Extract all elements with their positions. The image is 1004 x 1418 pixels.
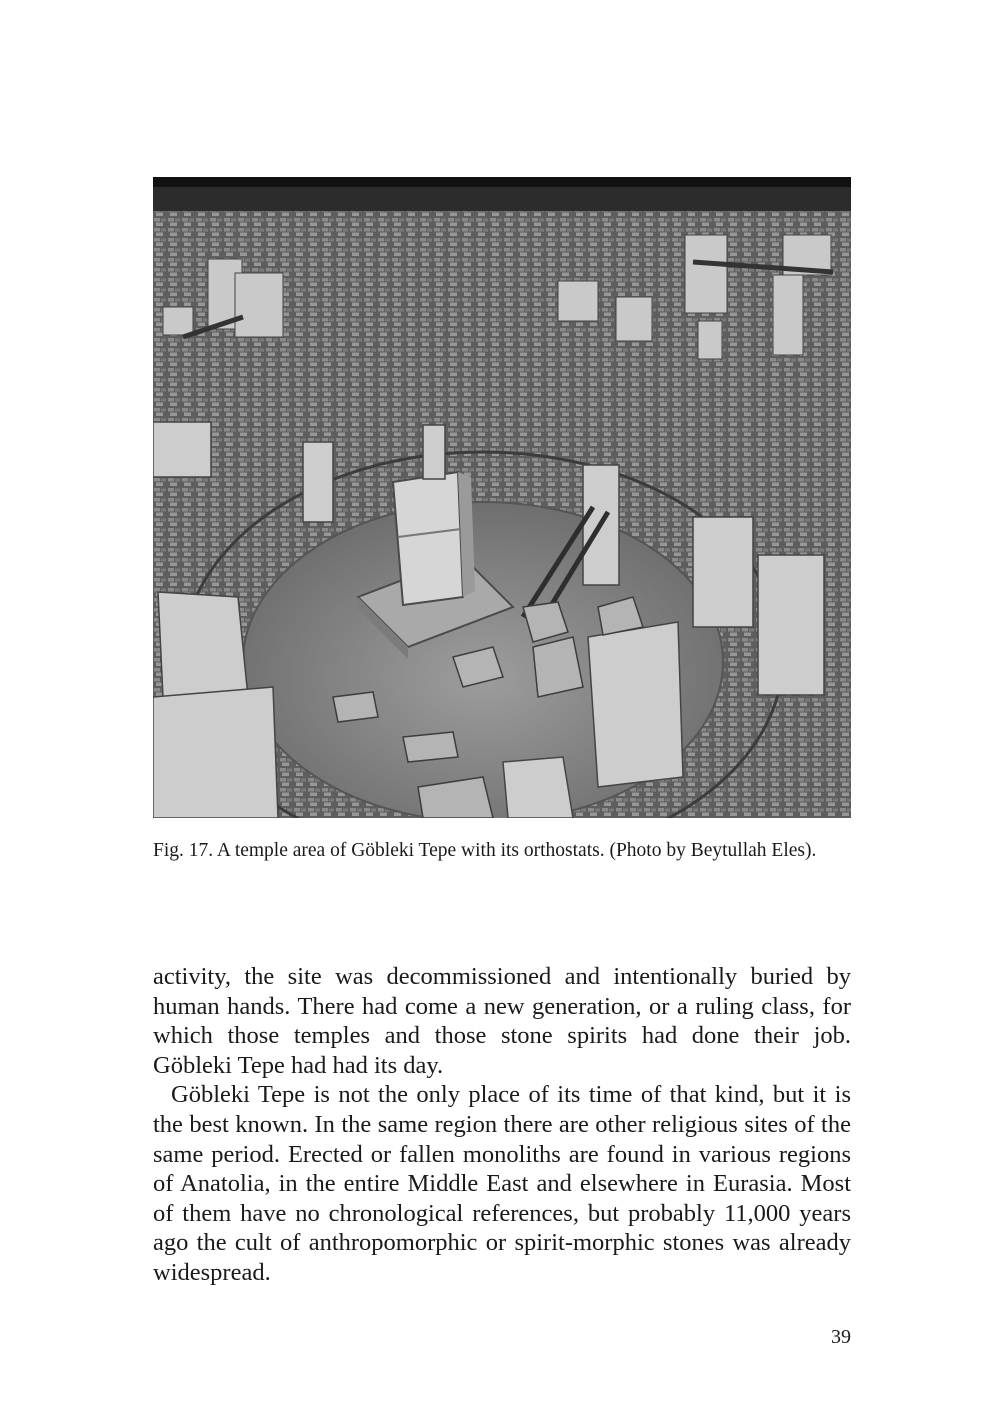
paragraph: activity, the site was decommissioned and intentionally buried by human hands. There had come a new generation, or a ruling class, for which those temples and those stone spirits had done their job. Göbleki Tepe had had its day. bbox=[153, 963, 851, 1079]
body-text bbox=[153, 962, 851, 1288]
paragraph: Göbleki Tepe is not the only place of its time of that kind, but it is the best known. In the same region there are other religious sites of the same period. Erected or fallen monoliths are found in various regions of Anatolia, in the entire Middle East and elsewhere in Eurasia. Most of them have no chronological references, but probably 11,000 years ago the cult of anthropomorphic or spirit-morphic stones was already widespread. bbox=[153, 1081, 851, 1286]
figure-caption: Fig. 17. A temple area of Göbleki Tepe with its orthostats. (Photo by Beytullah Eles). bbox=[153, 840, 817, 861]
excavation-photo bbox=[153, 177, 851, 818]
figure-photo bbox=[153, 177, 851, 818]
page-number: 39 bbox=[831, 1326, 851, 1348]
